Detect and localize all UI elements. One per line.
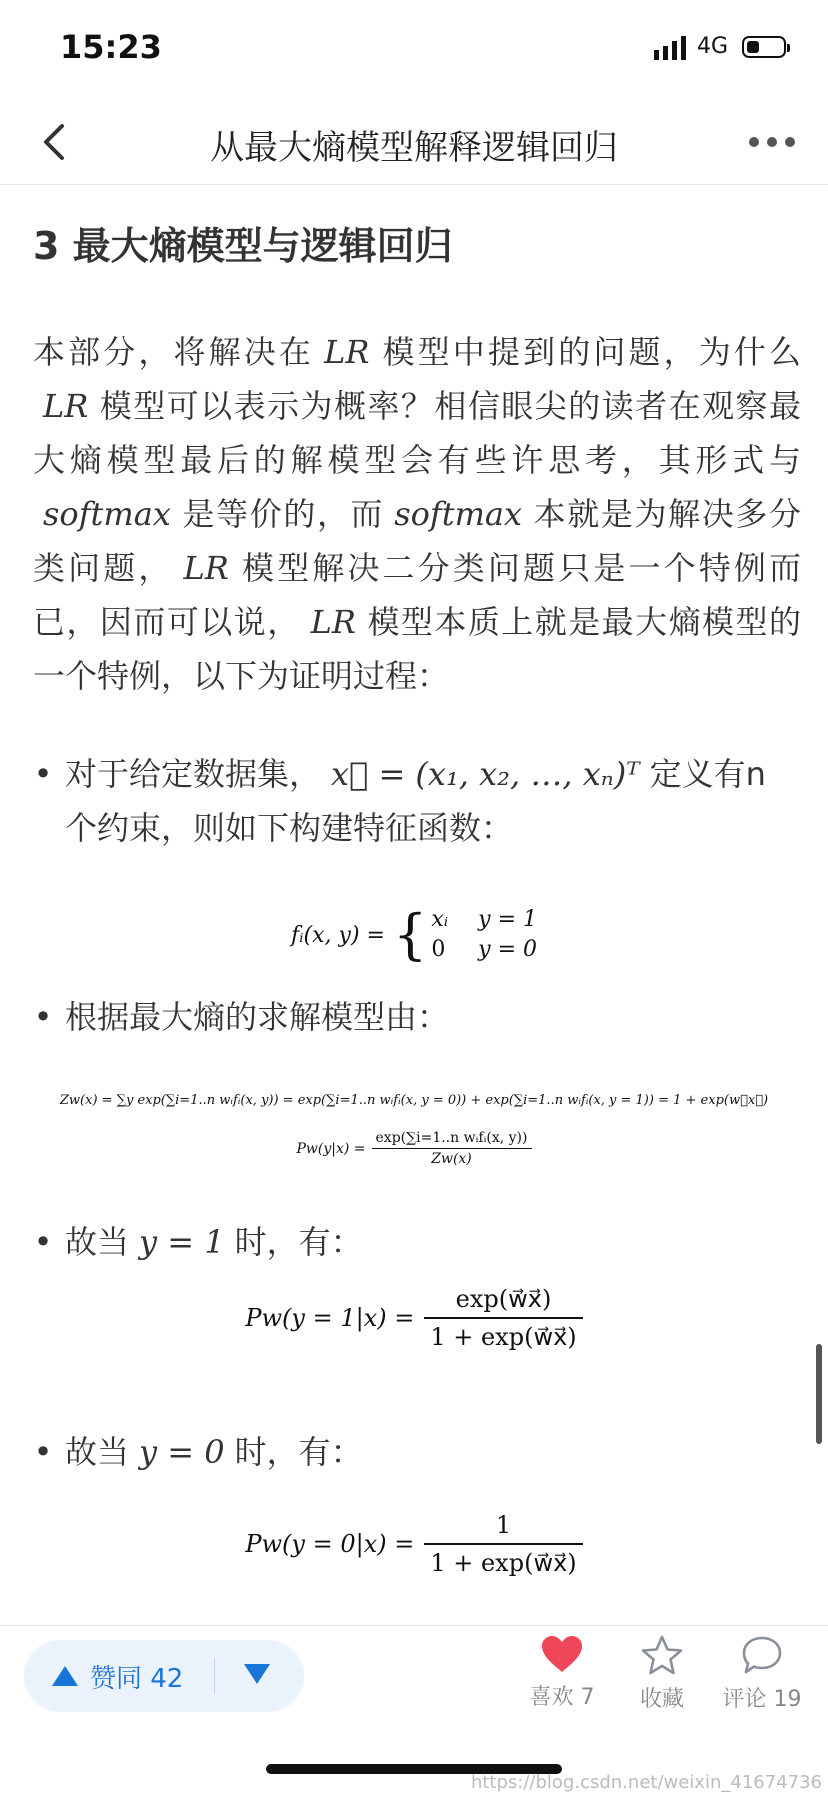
comment-bubble-icon [740,1634,784,1676]
feature-function-formula: fᵢ(x, y) = { xᵢ y = 1 0 y = 0 [290,903,538,966]
list-item [33,1215,793,1269]
math-inline: y = 1 [139,1223,225,1261]
like-label: 喜欢 7 [529,1685,595,1710]
case-condition: y = 0 [478,937,538,962]
comment-label: 评论 19 [722,1687,802,1712]
list-item [33,1425,793,1479]
math-inline: softmax [394,495,523,533]
math-inline: LR [324,333,370,371]
list-text: 故当 [65,1223,130,1261]
list-text: 故当 [65,1433,130,1471]
case-value: 0 [431,937,446,962]
fraction-denominator: 1 + exp(w⃗x⃗) [430,1549,577,1577]
upvote-arrow-icon [52,1666,78,1686]
math-inline: LR [310,603,357,641]
list-item [33,747,793,855]
article-paragraph [33,325,801,703]
pw-formula [0,1130,828,1167]
comment-button[interactable] [712,1634,812,1713]
case-condition: y = 1 [478,907,538,932]
list-text: 对于给定数据集， [65,755,322,793]
bullet-dot: • [33,1433,53,1471]
bullet-dot: • [33,1223,53,1261]
status-bar [0,0,828,100]
math-inline: LR [183,549,229,587]
page-title: 从最大熵模型解释逻辑回归 [210,128,618,168]
back-arrow-icon[interactable] [34,120,78,164]
upvote-label: 赞同 42 [90,1663,184,1694]
network-type: 4G [697,34,729,59]
nav-bar [0,100,828,185]
math-inline: x⃗ = (x₁, x₂, …, xₙ)ᵀ [331,755,640,793]
formula-lhs: Pw(y = 1|x) = [245,1304,415,1332]
vote-pill [24,1640,304,1712]
vote-divider [214,1658,215,1694]
bullet-dot: • [33,755,53,793]
math-inline: y = 0 [139,1433,225,1471]
battery-icon [742,36,786,58]
formula-lhs: Pw(y = 0|x) = [245,1530,415,1558]
para-text: 模型本质上就是最大熵模型的一个特例，以下为证明过程： [33,603,801,695]
article-content [0,185,828,1625]
bottom-action-bar [0,1625,828,1793]
math-inline: softmax [43,495,171,533]
fraction-denominator: Zw(x) [431,1151,472,1167]
fraction-numerator: exp(∑i=1..n wᵢfᵢ(x, y)) [375,1130,528,1146]
formula-lhs: Pw(y|x) = [296,1140,366,1157]
para-text: 本部分，将解决在 [33,333,315,371]
section-heading: 3 最大熵模型与逻辑回归 [33,224,453,268]
more-icon[interactable] [746,126,798,158]
watermark: https://blog.csdn.net/weixin_41674736 [470,1772,822,1793]
zw-formula: Zw(x) = ∑y exp(∑i=1..n wᵢfᵢ(x, y)) = exp(∑i=1..n wᵢfᵢ(x, y = 0)) + exp(∑i=1..n wᵢfᵢ(x, y = 1)) = 1 + exp(w⃗x⃗) [59,1093,769,1108]
star-icon [640,1634,684,1676]
list-item [33,990,793,1044]
para-text: 模型解决二分类问题只是一个特例而已，因而可以说， [33,549,801,641]
list-text: 根据最大熵的求解模型由： [65,998,450,1036]
list-text: 定义有n个约束，则如下构建特征函数： [65,755,766,847]
para-text: 模型中提到的问题，为什么 [379,333,801,371]
signal-icon [654,36,688,60]
p-y0-formula [0,1511,828,1577]
collect-label: 收藏 [639,1687,684,1712]
list-text: 时，有： [234,1433,363,1471]
scrollbar[interactable] [816,1344,822,1444]
fraction-numerator: exp(w⃗x⃗) [455,1285,552,1313]
case-value: xᵢ [431,907,449,932]
clock: 15:23 [60,28,162,66]
fraction-numerator: 1 [495,1511,512,1539]
para-text: 模型可以表示为概率？相信眼尖的读者在观察最大熵模型最后的解模型会有些许思考，其形式与 [33,387,801,479]
para-text: 本就是为解决多分类问题， [33,495,801,587]
like-button[interactable] [512,1634,612,1711]
fraction-denominator: 1 + exp(w⃗x⃗) [430,1323,577,1351]
p-y1-formula [0,1285,828,1351]
formula-lhs: fᵢ(x, y) = [290,922,385,948]
math-inline: LR [43,387,89,425]
upvote-button[interactable] [52,1658,183,1694]
collect-button[interactable] [612,1634,712,1713]
list-text: 时，有： [234,1223,363,1261]
bullet-dot: • [33,998,53,1036]
downvote-button[interactable] [244,1664,270,1684]
para-text: 是等价的，而 [180,495,385,533]
heart-icon [540,1634,584,1674]
